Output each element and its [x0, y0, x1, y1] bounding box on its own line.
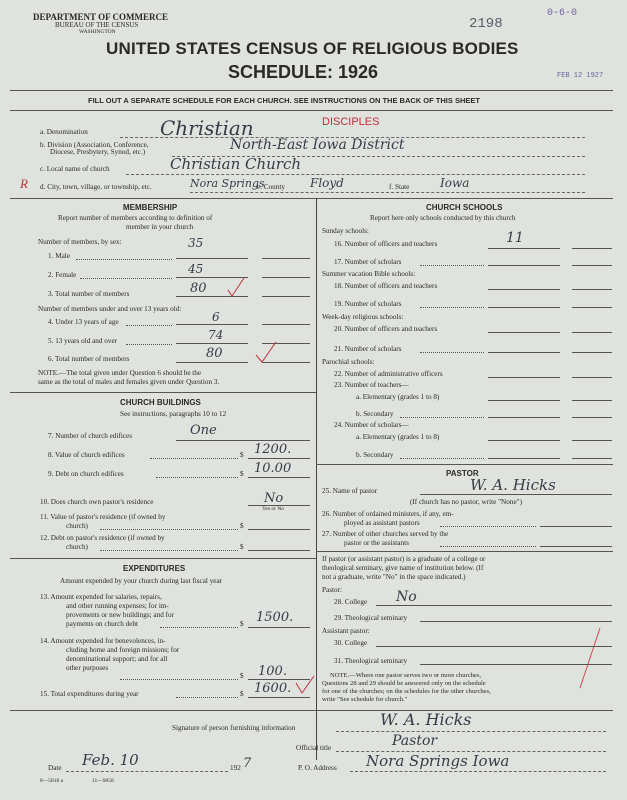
- denomination-stamp: DISCIPLES: [322, 116, 380, 128]
- summer-label: Summer vacation Bible schools:: [322, 270, 416, 278]
- q14-line-3: denominational support; and for all: [66, 655, 168, 663]
- q17-label: 17. Number of scholars: [334, 258, 402, 266]
- weekday-label: Week-day religious schools:: [322, 313, 404, 321]
- q26-line-1: 26. Number of ordained ministers, if any, em-: [322, 510, 454, 518]
- membership-intro-2: member in your church: [126, 223, 194, 231]
- q15-value: 1600.: [254, 681, 292, 696]
- q23a-label: a. Elementary (grades 1 to 8): [356, 393, 440, 401]
- parochial-label: Parochial schools:: [322, 358, 375, 366]
- q2-label: 2. Female: [48, 271, 77, 279]
- signature-label: Signature of person furnishing information: [172, 724, 296, 732]
- buildings-intro: See instructions, paragraphs 10 to 12: [120, 410, 227, 418]
- serial-number: 2198: [469, 16, 503, 32]
- city-value: Nora Springs: [190, 177, 265, 190]
- q27-line-2: pastor or the assistants: [344, 539, 409, 547]
- by-sex-label: Number of members, by sex:: [38, 238, 122, 246]
- q6-label: 6. Total number of members: [48, 355, 130, 363]
- q11-label-2: church): [66, 522, 88, 530]
- q26-line-2: ployed as assistant pastors: [344, 519, 420, 527]
- check-mark: [580, 628, 600, 688]
- college-note-1: If pastor (or assistant pastor) is a graduate of a college or: [322, 555, 486, 563]
- date-label: Date: [48, 764, 62, 772]
- membership-intro-1: Report number of members according to definition of: [58, 214, 213, 222]
- q25-label: 25. Name of pastor: [322, 487, 378, 495]
- check-mark: [256, 342, 276, 362]
- q13-line-2: and other running expenses; for im-: [66, 602, 169, 610]
- q24a-label: a. Elementary (grades 1 to 8): [356, 433, 440, 441]
- q27-line-1: 27. Number of other churches served by the: [322, 530, 449, 538]
- q24-label: 24. Number of scholars—: [334, 421, 409, 429]
- q11-dollar: $: [240, 522, 244, 530]
- schools-heading: CHURCH SCHOOLS: [426, 203, 503, 212]
- pastor-note-1: NOTE.—Where one pastor serves two or more churches,: [330, 672, 482, 679]
- q4-label: 4. Under 13 years of age: [48, 318, 119, 326]
- date-value: Feb. 10: [82, 751, 139, 769]
- margin-mark: R: [20, 176, 28, 191]
- q22-label: 22. Number of administrative officers: [334, 370, 443, 378]
- q5-label: 5. 13 years old and over: [48, 337, 118, 345]
- q23-label: 23. Number of teachers—: [334, 381, 409, 389]
- q9-label: 9. Debt on church edifices: [48, 470, 124, 478]
- q14-line-1: 14. Amount expended for benevolences, in-: [40, 637, 166, 645]
- college-note-2: theological seminary, give name of institution below. (If: [322, 564, 484, 572]
- q14-line-4: other purposes: [66, 664, 109, 672]
- address-value: Nora Springs Iowa: [366, 752, 510, 770]
- q18-label: 18. Number of officers and teachers: [334, 282, 438, 290]
- q2-value: 45: [188, 262, 204, 276]
- local-name-label: c. Local name of church: [40, 165, 110, 173]
- q19-label: 19. Number of scholars: [334, 300, 402, 308]
- membership-note-1: NOTE.—The total given under Question 6 should be the: [38, 369, 202, 377]
- q25-hint: (If church has no pastor, write "None"): [410, 498, 522, 506]
- q24b-label: b. Secondary: [356, 451, 394, 459]
- division-label-line1: b. Division (Association, Conference,: [40, 141, 149, 149]
- q8-dollar: $: [240, 451, 244, 459]
- q1-value: 35: [188, 236, 204, 250]
- schedule-title: SCHEDULE: 1926: [228, 62, 379, 82]
- q3-label: 3. Total number of members: [48, 290, 130, 298]
- bureau-name: BUREAU OF THE CENSUS: [55, 21, 139, 29]
- q10-hint: Yes or No: [262, 506, 285, 512]
- fill-instruction: FILL OUT A SEPARATE SCHEDULE FOR EACH CHURCH. SEE INSTRUCTIONS ON THE BACK OF THIS SHEET: [88, 96, 480, 105]
- q13-line-1: 13. Amount expended for salaries, repairs,: [40, 593, 162, 601]
- q9-dollar: $: [240, 470, 244, 478]
- q9-value: 10.00: [254, 461, 292, 476]
- check-mark: [296, 676, 314, 693]
- q10-label: 10. Does church own pastor's residence: [40, 498, 154, 506]
- q7-value: One: [190, 423, 217, 438]
- q14-line-2: cluding home and foreign missions; for: [66, 646, 180, 654]
- q1-label: 1. Male: [48, 252, 70, 260]
- official-title-label: Official title: [296, 744, 332, 752]
- year-value: 7: [243, 756, 252, 771]
- q8-label: 8. Value of church edifices: [48, 451, 125, 459]
- q15-label: 15. Total expenditures during year: [40, 690, 139, 698]
- q13-value: 1500.: [256, 610, 294, 625]
- state-label: f. State: [389, 183, 410, 191]
- q12-label-2: church): [66, 543, 88, 551]
- buildings-heading: CHURCH BUILDINGS: [120, 398, 201, 407]
- official-title-value: Pastor: [392, 733, 438, 749]
- q30-label: 30. College: [334, 639, 368, 647]
- local-name-value: Christian Church: [170, 155, 302, 173]
- pastor-note-4: write "See schedule for church.": [322, 696, 408, 703]
- q3-value: 80: [190, 281, 207, 296]
- q7-label: 7. Number of church edifices: [48, 432, 133, 440]
- q31-label: 31. Theological seminary: [334, 657, 408, 665]
- q28-value: No: [396, 589, 417, 605]
- q16-value: 11: [506, 230, 524, 246]
- college-note-3: not a graduate, write "No" in the space indicated.): [322, 573, 466, 581]
- division-label-line2: Diocese, Presbytery, Synod, etc.): [50, 148, 146, 156]
- q14-dollar: $: [240, 672, 244, 680]
- q15-dollar: $: [240, 690, 244, 698]
- pastor-note-2: Questions 28 and 29 should be answered only on the schedule: [322, 680, 486, 687]
- address-label: P. O. Address: [298, 764, 337, 772]
- received-stamp: FEB 12 1927: [557, 72, 604, 80]
- expenditures-heading: EXPENDITURES: [123, 564, 186, 573]
- denomination-value: Christian: [160, 116, 254, 140]
- q5-value: 74: [208, 328, 224, 342]
- q21-label: 21. Number of scholars: [334, 345, 402, 353]
- county-value: Floyd: [310, 176, 344, 190]
- department-name: DEPARTMENT OF COMMERCE: [33, 12, 169, 22]
- q13-dollar: $: [240, 620, 244, 628]
- q29-label: 29. Theological seminary: [334, 614, 408, 622]
- sunday-label: Sunday schools:: [322, 227, 369, 235]
- signature-value: W. A. Hicks: [380, 710, 472, 729]
- form-title: UNITED STATES CENSUS OF RELIGIOUS BODIES: [106, 39, 519, 58]
- q4-value: 6: [212, 310, 220, 324]
- membership-heading: MEMBERSHIP: [123, 203, 178, 212]
- membership-note-2: same as the total of males and females given under Question 3.: [38, 378, 220, 386]
- city-name: WASHINGTON: [79, 29, 116, 35]
- q8-value: 1200.: [254, 442, 292, 457]
- q13-line-3: provements or new buildings; and for: [66, 611, 174, 619]
- city-label: d. City, town, village, or township, etc.: [40, 183, 152, 191]
- print-code: 11—9058: [92, 778, 114, 784]
- pastor-note-3: for one of the churches; on the schedules for the other churches,: [322, 688, 491, 695]
- check-mark: [228, 278, 244, 296]
- denomination-label: a. Denomination: [40, 128, 88, 136]
- q14-value: 100.: [258, 664, 287, 679]
- q12-label-1: 12. Debt on pastor's residence (if owned by: [40, 534, 165, 542]
- q20-label: 20. Number of officers and teachers: [334, 325, 438, 333]
- assistant-sublabel: Assistant pastor:: [322, 627, 370, 635]
- q25-value: W. A. Hicks: [470, 476, 556, 494]
- q11-label-1: 11. Value of pastor's residence (if owned by: [40, 513, 166, 521]
- schools-intro: Report here only schools conducted by this church: [370, 214, 516, 222]
- code-stamp: 0-6-0: [547, 8, 578, 19]
- q16-label: 16. Number of officers and teachers: [334, 240, 438, 248]
- state-value: Iowa: [440, 176, 470, 190]
- q12-dollar: $: [240, 543, 244, 551]
- q28-label: 28. College: [334, 598, 368, 606]
- pastor-sublabel: Pastor:: [322, 586, 342, 594]
- year-prefix: 192: [230, 764, 241, 772]
- q13-line-4: payments on church debt: [66, 620, 139, 628]
- pastor-heading: PASTOR: [446, 469, 479, 478]
- division-value: North-East Iowa District: [230, 137, 405, 153]
- expenditures-intro: Amount expended by your church during last fiscal year: [60, 577, 223, 585]
- q10-value: No: [264, 491, 284, 506]
- by-age-label: Number of members under and over 13 years old:: [38, 305, 182, 313]
- form-code: 8—5818 a: [40, 778, 64, 784]
- q6-value: 80: [206, 346, 223, 361]
- county-label: e. County: [257, 183, 285, 191]
- q23b-label: b. Secondary: [356, 410, 394, 418]
